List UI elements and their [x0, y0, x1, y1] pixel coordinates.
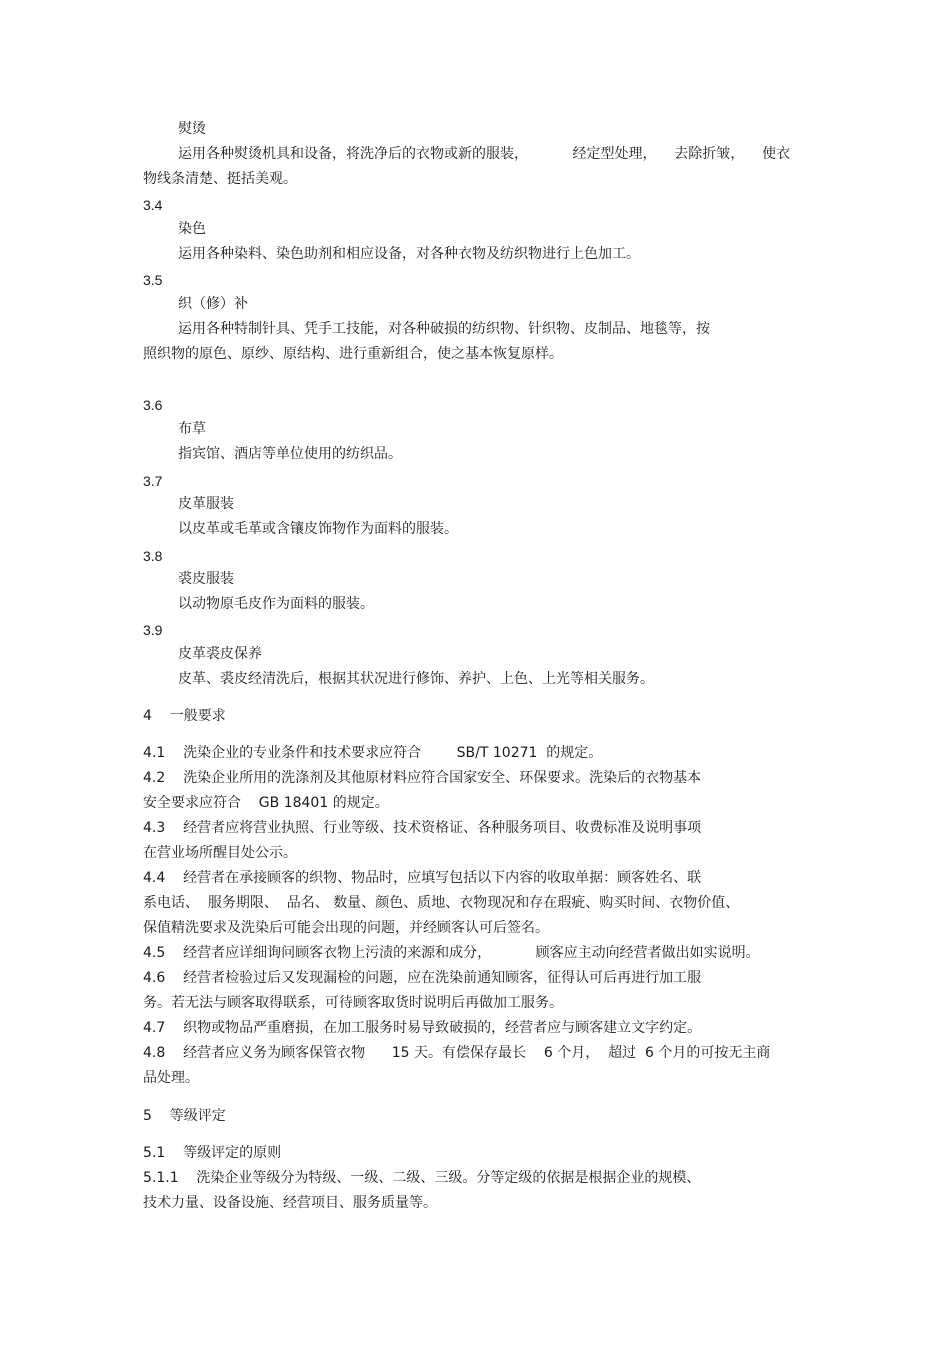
clause-line: 4.7 织物或物品严重磨损，在加工服务时易导致破损的，经营者应与顾客建立文字约定。: [143, 1020, 702, 1036]
section-heading: 5 等级评定: [143, 1108, 226, 1124]
definition-line: 物线条清楚、挺括美观。: [143, 171, 297, 187]
clause-line: 4.1 洗染企业的专业条件和技术要求应符合 SB/T 10271 的规定。: [143, 745, 603, 761]
definition-line: 指宾馆、酒店等单位使用的纺织品。: [178, 446, 402, 462]
definition-line: 皮革、裘皮经清洗后，根据其状况进行修饰、养护、上色、上光等相关服务。: [178, 671, 654, 687]
clause-line: 务。若无法与顾客取得联系，可待顾客取货时说明后再做加工服务。: [143, 995, 563, 1011]
term-title: 皮革裘皮保养: [178, 646, 262, 662]
clause-line: 安全要求应符合 GB 18401 的规定。: [143, 795, 389, 811]
clause-line: 技术力量、设备设施、经营项目、服务质量等。: [143, 1195, 437, 1211]
section-number: 3.5: [143, 272, 163, 288]
section-heading: 4 一般要求: [143, 708, 226, 724]
definition-line: 以皮革或毛革或含镶皮饰物作为面料的服装。: [178, 521, 458, 537]
clause-line: 4.5 经营者应详细询问顾客衣物上污渍的来源和成分， 顾客应主动向经营者做出如实说明。: [143, 945, 760, 961]
clause-line: 4.8 经营者应义务为顾客保管衣物 15 天。有偿保存最长 6 个月， 超过 6 个月的可按无主商: [143, 1045, 771, 1061]
term-title: 织（修）补: [178, 296, 248, 312]
section-number: 3.8: [143, 548, 163, 564]
clause-line: 在营业场所醒目处公示。: [143, 845, 297, 861]
clause-line: 系电话、 服务期限、 品名、 数量、颜色、质地、衣物现况和存在瑕疵、购买时间、衣物价值、: [143, 895, 740, 911]
term-title: 皮革服装: [178, 496, 234, 512]
clause-line: 4.2 洗染企业所用的洗涤剂及其他原材料应符合国家安全、环保要求。洗染后的衣物基本: [143, 770, 702, 786]
section-number: 3.7: [143, 473, 163, 489]
section-number: 3.6: [143, 397, 163, 413]
term-title: 布草: [178, 421, 206, 437]
definition-line: 运用各种染料、染色助剂和相应设备，对各种衣物及纺织物进行上色加工。: [178, 246, 640, 262]
clause-line: 品处理。: [143, 1070, 199, 1086]
clause-line: 5.1.1 洗染企业等级分为特级、一级、二级、三级。分等定级的依据是根据企业的规模、: [143, 1170, 701, 1186]
clause-line: 5.1 等级评定的原则: [143, 1145, 282, 1161]
term-title-ironing: 熨烫: [178, 121, 206, 137]
term-title: 染色: [178, 221, 206, 237]
clause-line: 4.3 经营者应将营业执照、行业等级、技术资格证、各种服务项目、收费标准及说明事项: [143, 820, 702, 836]
definition-line: 运用各种熨烫机具和设备，将洗净后的衣物或新的服装， 经定型处理， 去除折皱， 使衣: [178, 146, 791, 162]
definition-line: 以动物原毛皮作为面料的服装。: [178, 596, 374, 612]
clause-line: 保值精洗要求及洗染后可能会出现的问题，并经顾客认可后签名。: [143, 920, 549, 936]
clause-line: 4.4 经营者在承接顾客的织物、物品时，应填写包括以下内容的收取单据：顾客姓名、联: [143, 870, 702, 886]
definition-line: 运用各种特制针具、凭手工技能，对各种破损的纺织物、针织物、皮制品、地毯等，按: [178, 321, 710, 337]
term-title: 裘皮服装: [178, 571, 234, 587]
section-number: 3.9: [143, 622, 163, 638]
clause-line: 4.6 经营者检验过后又发现漏检的问题，应在洗染前通知顾客，征得认可后再进行加工服: [143, 970, 702, 986]
definition-line: 照织物的原色、原纱、原结构、进行重新组合，使之基本恢复原样。: [143, 346, 563, 362]
section-number: 3.4: [143, 197, 163, 213]
